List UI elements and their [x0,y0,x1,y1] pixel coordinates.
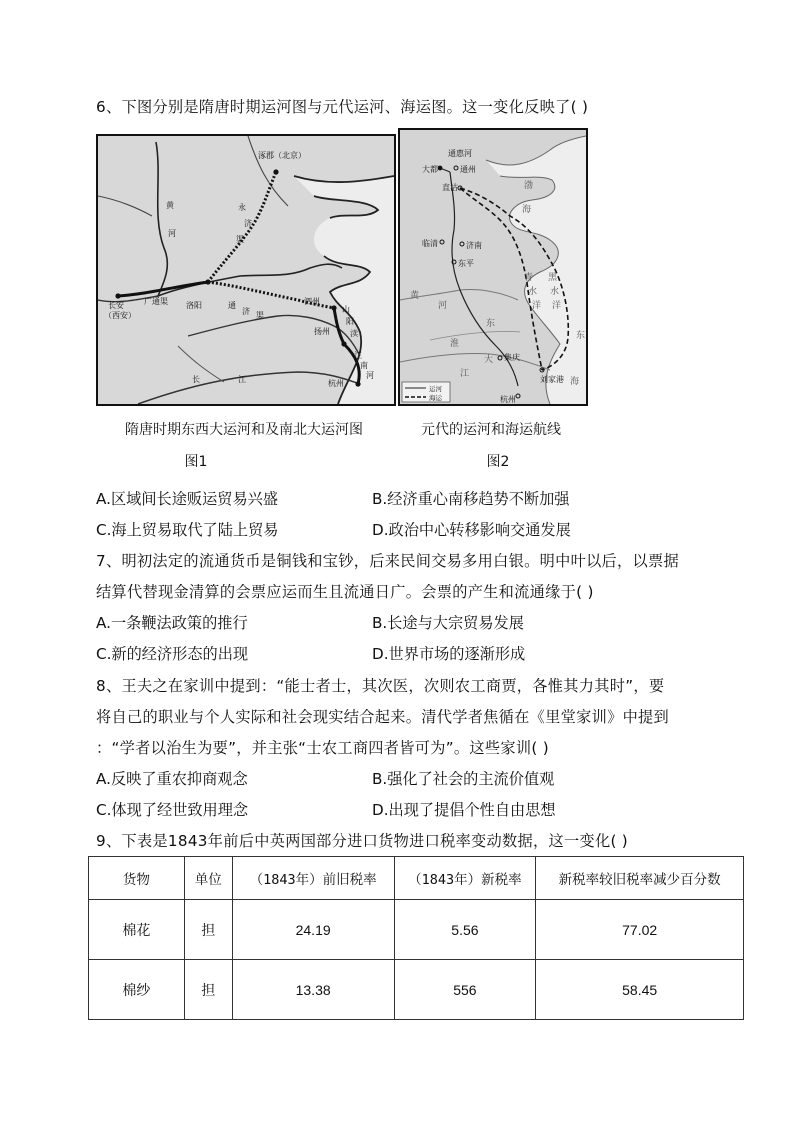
q7-stem-line-2: 结算代替现金清算的会票应运而生且流通日广。会票的产生和流通缘于( ) [96,583,594,601]
label-hei: 黑 [548,273,558,283]
label-shui-1: 水 [528,287,538,297]
q8-option-a[interactable]: A.反映了重农抑商观念 [96,770,248,788]
cell-new-rate: 5.56 [394,900,536,960]
label-huai: 淮 [450,339,460,349]
legend-canal: 运河 [429,385,442,393]
label-yongji-3: 渠 [236,235,244,244]
q6-option-d[interactable]: D.政治中心转移影响交通发展 [372,521,571,539]
label-jiangnan-1: 江 [354,351,362,360]
label-hangzhou: 杭州 [328,379,344,388]
label-linqing: 临清 [422,239,438,248]
cell-new-rate: 556 [394,960,536,1020]
label-qing: 青 [524,273,534,283]
label-shanyang-2: 阳 [346,317,354,326]
q7-stem-line-1: 7、明初法定的流通货币是铜钱和宝钞，后来民间交易多用白银。明中叶以后，以票据 [96,552,679,570]
q6-stem: 6、下图分别是隋唐时期运河图与元代运河、海运图。这一变化反映了( ) [96,98,589,116]
cell-reduction: 77.02 [536,900,744,960]
label-yongji-1: 永 [238,203,246,212]
map2-legend-box [402,382,450,402]
label-yang-1: 洋 [532,301,542,311]
q8-stem-line-3: ：“学者以治生为要”，并主张“士农工商四者皆可为”。这些家训( ) [96,739,549,757]
label-zhuojun: 涿郡（北京） [258,151,306,160]
label-luoyang: 洛阳 [186,301,202,310]
q8-option-d[interactable]: D.出现了提倡个性自由思想 [372,801,556,819]
label-da: 大 [484,355,494,365]
label-bo: 渤 [524,181,534,191]
label-hai-2: 海 [570,377,580,387]
q8-option-c[interactable]: C.体现了经世致用理念 [96,801,249,819]
label-changan: 长安 [108,301,124,310]
header-goods: 货物 [89,857,185,900]
label-jiangnan-3: 河 [366,371,374,380]
q9-stem: 9、下表是1843年前后中英两国部分进口货物进口税率变动数据，这一变化( ) [96,832,629,850]
table-row [89,900,744,960]
label-hangzhou-2: 杭州 [500,395,516,404]
cell-old-rate: 13.38 [232,960,394,1020]
q6-option-b[interactable]: B.经济重心南移趋势不断加强 [372,490,570,508]
map2-drawing [400,130,586,404]
map-sui-tang-canals [96,134,396,406]
q8-stem-line-2: 将自己的职业与个人实际和社会现实结合起来。清代学者焦循在《里堂家训》中提到 [96,708,670,726]
label-zhigu: 直沽 [442,183,458,192]
label-yangzhou: 扬州 [314,327,330,336]
header-new-rate: （1843年）新税率 [394,857,536,900]
label-tongji-3: 渠 [256,311,264,320]
label-tongzhou: 通州 [460,165,476,174]
map2-figure-label: 图2 [486,454,510,470]
map1-figure-label: 图1 [184,454,208,470]
q7-option-d[interactable]: D.世界市场的逐渐形成 [372,645,526,663]
header-unit: 单位 [184,857,232,900]
label-changjiang-2: 江 [238,375,246,384]
label-huanghe-1: 黄 [166,201,174,210]
label-tongji-2: 济 [242,307,250,316]
tax-rate-table [88,856,744,1020]
table-header-row [89,857,744,900]
q7-option-a[interactable]: A.一条鞭法政策的推行 [96,614,248,632]
label-sizhou: 泗州 [304,297,320,306]
label-yang-2: 洋 [552,301,562,311]
label-jiangnan-2: 南 [360,361,368,370]
cell-reduction: 58.45 [536,960,744,1020]
label-tongji-1: 通 [228,301,236,310]
label-shui-2: 水 [550,287,560,297]
cell-old-rate: 24.19 [232,900,394,960]
header-old-rate: （1843年）前旧税率 [232,857,394,900]
header-reduction-percent: 新税率较旧税率减少百分数 [536,857,744,900]
cell-unit: 担 [184,960,232,1020]
cell-goods: 棉纱 [89,960,185,1020]
label-jiang: 江 [460,369,470,379]
q8-stem-line-1: 8、王夫之在家训中提到：“能士者士，其次医，次则农工商贾，各惟其力其时”，要 [96,677,665,695]
q8-option-b[interactable]: B.强化了社会的主流价值观 [372,770,555,788]
label-he: 河 [438,301,448,311]
label-liujiagang: 刘家港 [540,375,564,384]
label-yongji-2: 济 [244,219,252,228]
q6-option-c[interactable]: C.海上贸易取代了陆上贸易 [96,521,279,539]
label-dong-sea: 东 [576,331,586,341]
label-xian: （西安） [104,311,136,320]
map1-drawing [98,136,394,404]
map2-caption: 元代的运河和海运航线 [421,422,561,438]
map1-caption: 隋唐时期东西大运河和及南北大运河图 [125,422,363,438]
label-guangtong: 广通渠 [144,297,168,306]
legend-sea: 海运 [429,394,442,402]
label-tonghuihe: 通惠河 [448,149,472,158]
cell-unit: 担 [184,900,232,960]
label-jiqing: 集庆 [504,353,520,362]
label-huang: 黄 [410,291,420,301]
map-yuan-canal-sea-routes [398,128,588,406]
label-shanyang-3: 渎 [350,329,358,338]
label-hai-1: 海 [522,205,532,215]
q6-option-a[interactable]: A.区域间长途贩运贸易兴盛 [96,490,279,508]
label-dongping: 东平 [458,259,474,268]
label-dong: 东 [486,319,496,329]
label-changjiang-1: 长 [192,375,200,384]
cell-goods: 棉花 [89,900,185,960]
label-huanghe-2: 河 [168,229,176,238]
table-row [89,960,744,1020]
q7-option-c[interactable]: C.新的经济形态的出现 [96,645,249,663]
label-dadu: 大都 [422,165,438,174]
label-jinan: 济南 [466,241,482,250]
label-shanyang-1: 山 [342,305,350,314]
q7-option-b[interactable]: B.长途与大宗贸易发展 [372,614,524,632]
